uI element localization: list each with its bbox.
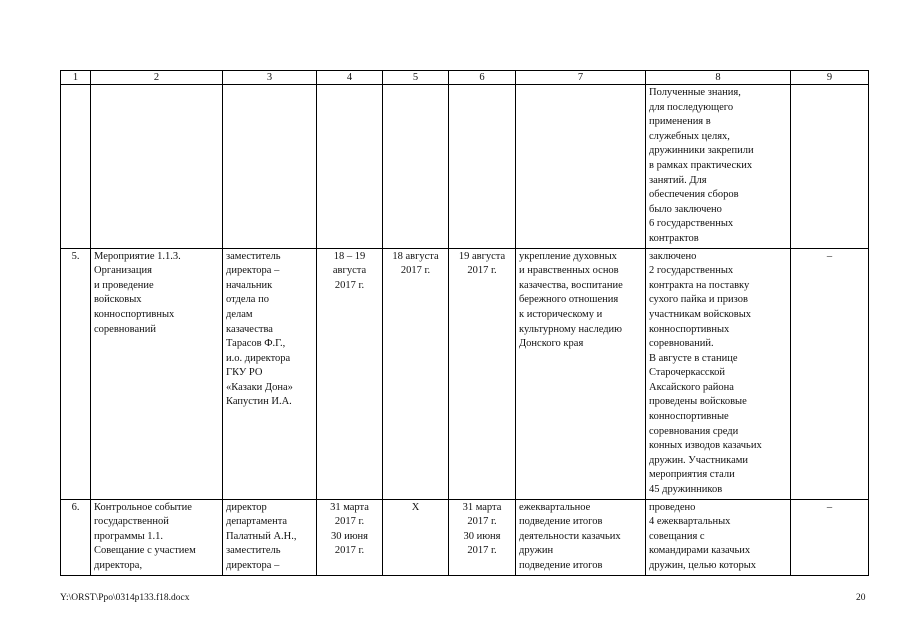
planned-result-cell — [516, 85, 646, 249]
actual-result-cell: заключено 2 государственных контракта на поставку сухого пайка и призов участникам войсковых конноспортивных соревнований. В августе в станице Старочеркасской Аксайского района проведены войсковые конноспортивные соревнования среди конных изводов казачьих дружин. Участниками мероприятия стали 45 дружинников — [646, 248, 791, 499]
table-row — [61, 85, 869, 249]
fact-start-cell: 18 августа 2017 г. — [383, 248, 449, 499]
actual-result-cell: проведено 4 ежеквартальных совещания с командирами казачьих дружин, целью которых — [646, 499, 791, 575]
actual-result-cell: Полученные знания, для последующего применения в служебных целях, дружинники закрепили в рамках практических занятий. Для обеспечения сборов было заключено 6 государственных контрактов — [646, 85, 791, 249]
event-cell — [91, 85, 223, 249]
row-number: 5. — [61, 248, 91, 499]
planned-result-cell: укрепление духовных и нравственных основ казачества, воспитание бережного отношения к историческому и культурному наследию Донского края — [516, 248, 646, 499]
column-number: 7 — [516, 71, 646, 85]
table-row — [61, 499, 869, 575]
responsible-cell — [223, 85, 317, 249]
fact-start-cell: Х — [383, 499, 449, 575]
column-number: 9 — [791, 71, 869, 85]
planned-result-cell: ежеквартальное подведение итогов деятельности казачьих дружин подведение итогов — [516, 499, 646, 575]
note-cell: – — [791, 248, 869, 499]
column-number: 1 — [61, 71, 91, 85]
page-number: 20 — [856, 593, 866, 603]
column-number: 3 — [223, 71, 317, 85]
column-number: 2 — [91, 71, 223, 85]
table-row — [61, 248, 869, 499]
responsible-cell: директор департамента Палатный А.Н., заместитель директора – — [223, 499, 317, 575]
responsible-cell: заместитель директора – начальник отдела по делам казачества Тарасов Ф.Г., и.о. директора ГКУ РО «Казаки Дона» Капустин И.А. — [223, 248, 317, 499]
event-cell: Мероприятие 1.1.3. Организация и проведение войсковых конноспортивных соревнований — [91, 248, 223, 499]
row-number: 6. — [61, 499, 91, 575]
file-path-footer: Y:\ORST\Ppo\0314p133.f18.docx — [60, 593, 190, 603]
plan-date-cell: 18 – 19 августа 2017 г. — [317, 248, 383, 499]
column-number: 8 — [646, 71, 791, 85]
plan-date-cell: 31 марта 2017 г. 30 июня 2017 г. — [317, 499, 383, 575]
fact-end-cell: 31 марта 2017 г. 30 июня 2017 г. — [449, 499, 516, 575]
row-number — [61, 85, 91, 249]
column-number: 6 — [449, 71, 516, 85]
column-number-row — [61, 71, 869, 85]
fact-end-cell: 19 августа 2017 г. — [449, 248, 516, 499]
note-cell — [791, 85, 869, 249]
fact-end-cell — [449, 85, 516, 249]
plan-date-cell — [317, 85, 383, 249]
data-table — [60, 70, 869, 576]
column-number: 5 — [383, 71, 449, 85]
event-cell: Контрольное событие государственной программы 1.1. Совещание с участием директора, — [91, 499, 223, 575]
note-cell: – — [791, 499, 869, 575]
fact-start-cell — [383, 85, 449, 249]
column-number: 4 — [317, 71, 383, 85]
